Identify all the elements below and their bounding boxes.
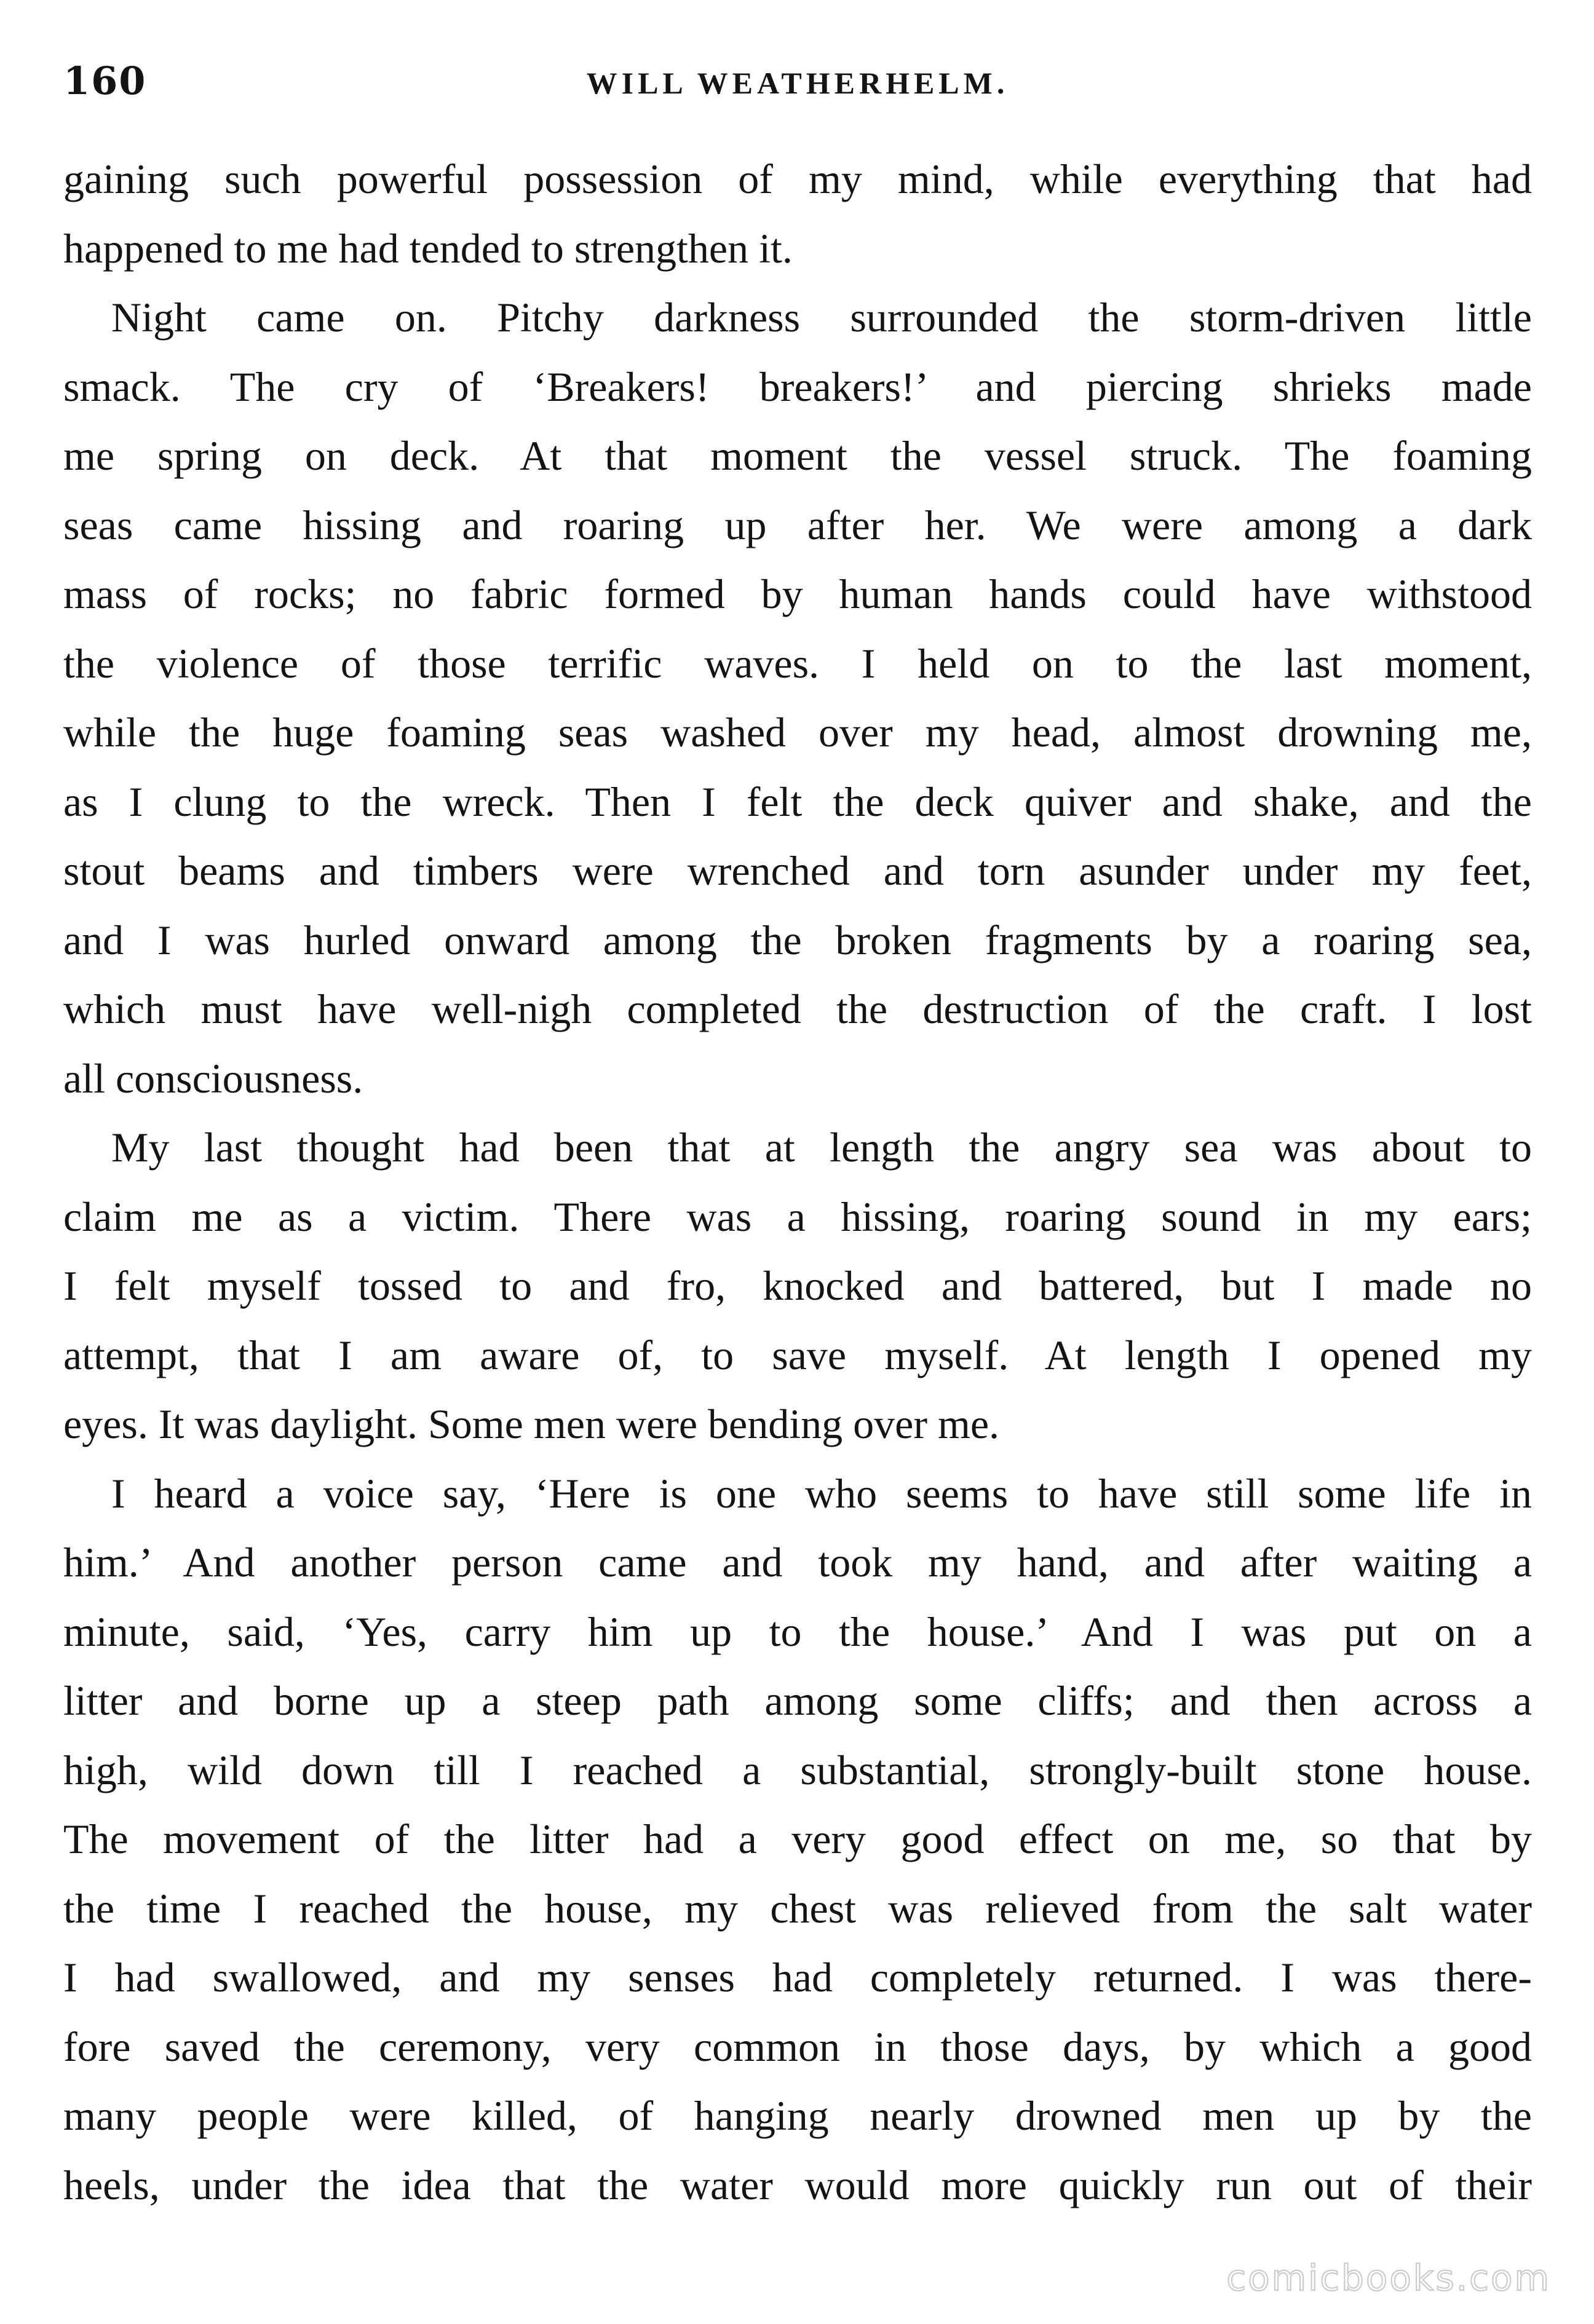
text-line: all consciousness.: [63, 1054, 363, 1102]
text-line: mass of rocks; no fabric formed by human hands could have withstood: [63, 571, 1532, 617]
text-line: litter and borne up a steep path among some cliffs; and then across a: [63, 1677, 1532, 1724]
page-number: 160: [63, 58, 147, 103]
text-line: smack. The cry of ‘Breakers! breakers!’ and piercing shrieks made: [63, 363, 1532, 410]
text-line: I had swallowed, and my senses had completely returned. I was there-: [63, 1954, 1532, 2001]
running-head: WILL WEATHERHELM.: [586, 66, 1009, 100]
text-line: the violence of those terrific waves. I held on to the last moment,: [63, 639, 1532, 687]
text-line: attempt, that I am aware of, to save myself. At length I opened my: [63, 1331, 1532, 1378]
text-line: the time I reached the house, my chest was relieved from the salt water: [63, 1884, 1532, 1932]
text-line: many people were killed, of hanging nearly drowned men up by the: [63, 2092, 1532, 2139]
text-line: Night came on. Pitchy darkness surrounded the storm-driven little: [111, 294, 1532, 341]
text-line: seas came hissing and roaring up after her. We were among a dark: [63, 501, 1532, 548]
text-line: happened to me had tended to strengthen it.: [63, 224, 793, 272]
text-line: me spring on deck. At that moment the vessel struck. The foaming: [63, 432, 1532, 479]
text-line: high, wild down till I reached a substantial, strongly-built stone house.: [63, 1746, 1532, 1793]
text-line: fore saved the ceremony, very common in those days, by which a good: [63, 2023, 1532, 2070]
text-line: and I was hurled onward among the broken fragments by a roaring sea,: [63, 916, 1532, 963]
body-text: [63, 144, 1532, 2219]
text-line: I heard a voice say, ‘Here is one who seems to have still some life in: [111, 1469, 1532, 1517]
text-line: eyes. It was daylight. Some men were bending over me.: [63, 1401, 1000, 1447]
text-line: I felt myself tossed to and fro, knocked and battered, but I made no: [63, 1262, 1532, 1309]
text-line: The movement of the litter had a very good effect on me, so that by: [63, 1816, 1532, 1862]
text-line: him.’ And another person came and took my hand, and after waiting a: [63, 1539, 1532, 1586]
text-line: My last thought had been that at length the angry sea was about to: [111, 1124, 1532, 1171]
text-line: stout beams and timbers were wrenched and torn asunder under my feet,: [63, 847, 1532, 894]
watermark: comicbooks.com: [1226, 2257, 1551, 2299]
text-line: while the huge foaming seas washed over my head, almost drowning me,: [63, 709, 1532, 756]
text-line: as I clung to the wreck. Then I felt the deck quiver and shake, and the: [63, 778, 1532, 825]
text-line: claim me as a victim. There was a hissing, roaring sound in my ears;: [63, 1193, 1532, 1240]
page-header: [63, 57, 1532, 106]
text-line: minute, said, ‘Yes, carry him up to the house.’ And I was put on a: [63, 1608, 1532, 1655]
text-line: which must have well-nigh completed the destruction of the craft. I lost: [63, 986, 1532, 1032]
text-line: heels, under the idea that the water would more quickly run out of their: [63, 2161, 1532, 2208]
text-line: gaining such powerful possession of my mind, while everything that had: [63, 156, 1532, 202]
